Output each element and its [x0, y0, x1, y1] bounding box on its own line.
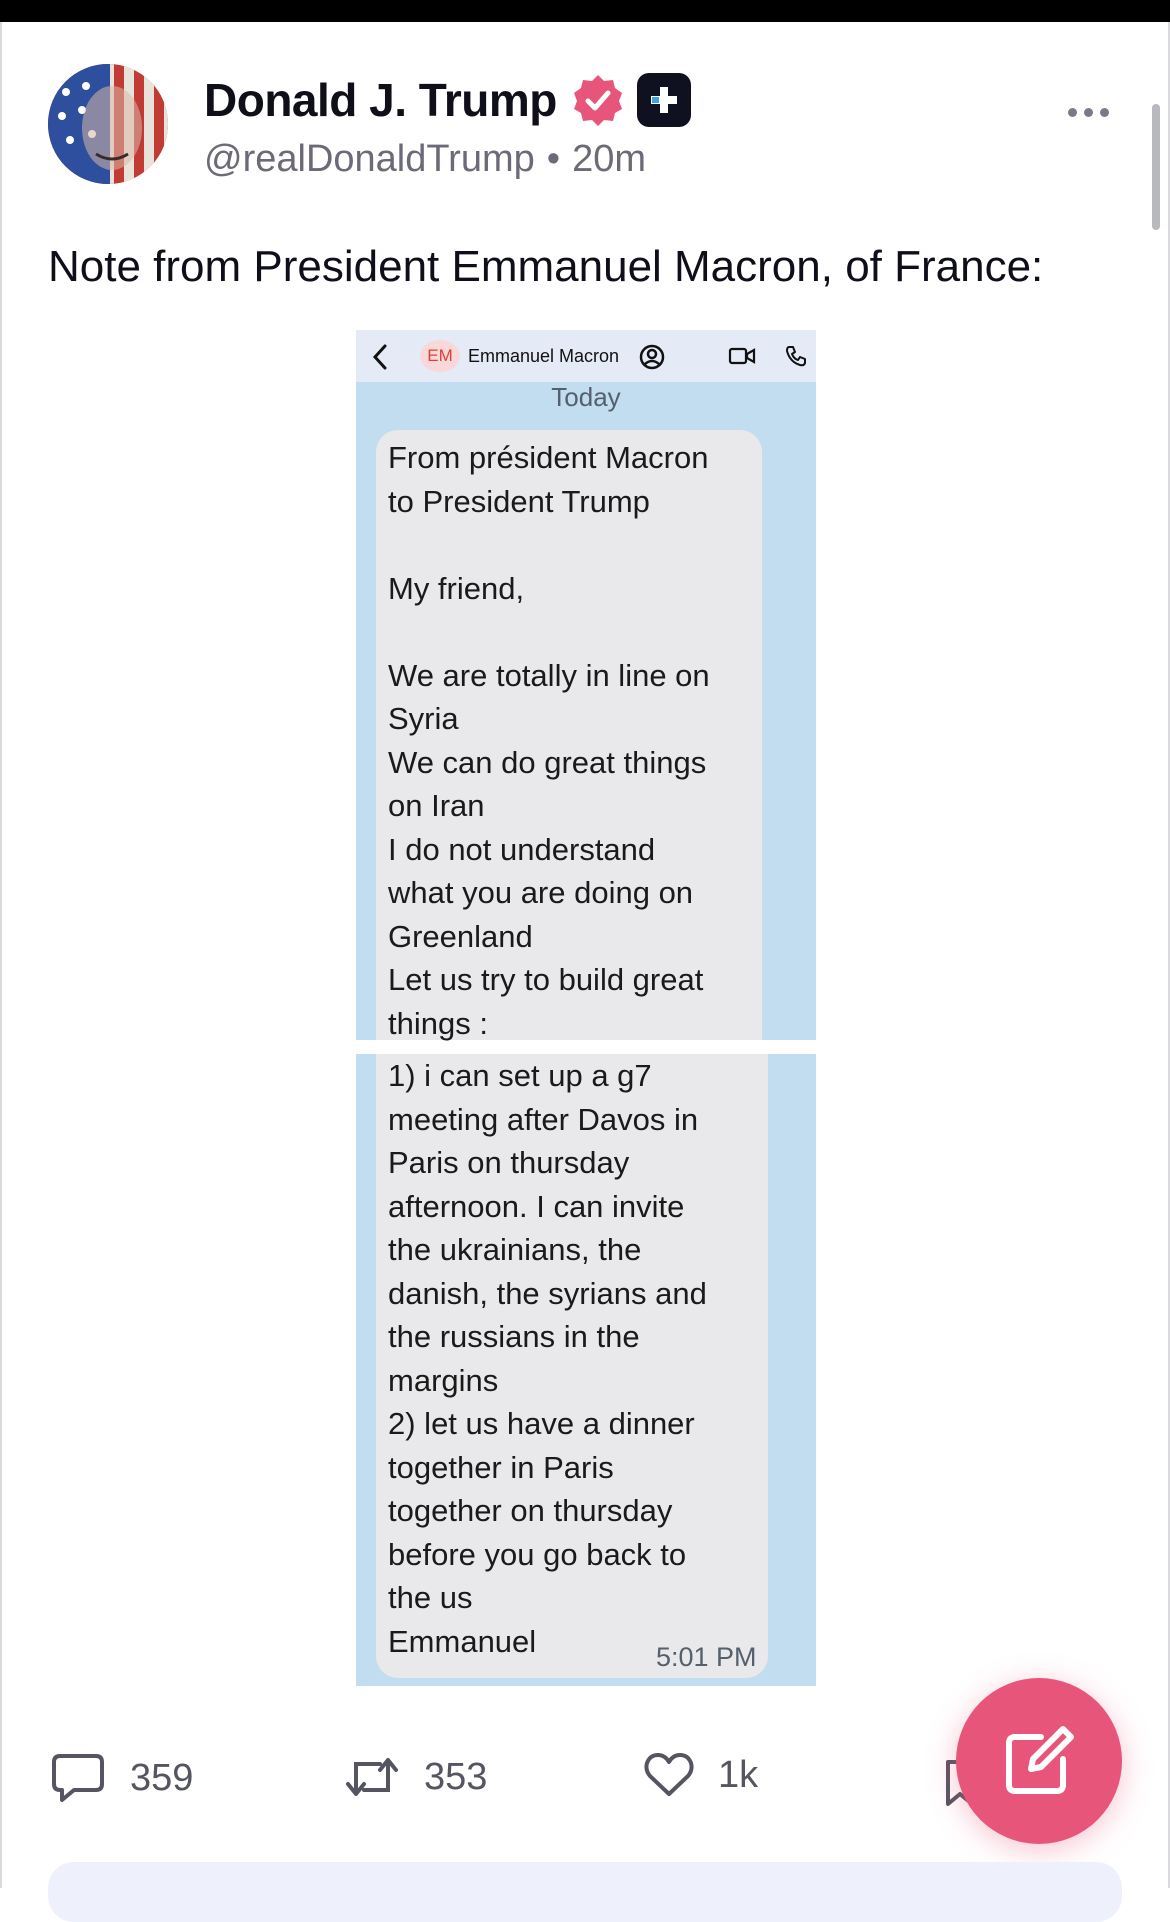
date-label: Today — [551, 382, 621, 412]
scrollbar[interactable] — [1152, 104, 1160, 230]
message-text-part1: From président Macron to President Trump My friend, We are totally in line on Syria We can do great things on Iran I do not understand what you are doing on Greenland Let us try to build great things : — [388, 440, 710, 1041]
compose-icon — [1001, 1723, 1077, 1799]
message-text-part2: 1) i can set up a g7 meeting after Davos in Paris on thursday afternoon. I can invite the ukrainians, the danish, the syrians and the russians in the margins 2) let us have a dinner together in Paris together on thursday before you go back to the us Emmanuel — [388, 1058, 707, 1659]
repost-button[interactable] — [344, 1752, 487, 1802]
more-icon[interactable] — [1068, 108, 1109, 117]
repost-icon — [344, 1752, 400, 1802]
separator-dot: • — [546, 138, 561, 180]
author-name[interactable]: Donald J. Trump — [204, 74, 557, 126]
heart-icon — [644, 1752, 694, 1798]
post-text: Note from President Emmanuel Macron, of France: — [48, 242, 1044, 291]
like-count: 1k — [718, 1753, 759, 1796]
repost-count: 353 — [424, 1755, 488, 1798]
contact-info-icon — [638, 343, 666, 371]
contact-avatar: EM — [420, 340, 460, 372]
handle-row — [204, 138, 646, 181]
frame-edge-left — [0, 22, 2, 1888]
reply-count: 359 — [130, 1756, 194, 1799]
reply-button[interactable] — [50, 1752, 193, 1804]
message-time: 5:01 PM — [656, 1642, 757, 1672]
verified-badge-icon — [571, 73, 625, 127]
contact-name: Emmanuel Macron — [468, 346, 620, 366]
like-button[interactable] — [644, 1752, 758, 1798]
chat-header — [356, 330, 816, 382]
reply-icon — [50, 1752, 106, 1804]
compose-button[interactable] — [956, 1678, 1122, 1844]
post-time: 20m — [572, 138, 646, 180]
back-chevron-icon — [372, 344, 388, 370]
embedded-image[interactable] — [356, 330, 816, 1686]
plus-badge-icon — [637, 73, 691, 127]
avatar[interactable] — [48, 64, 168, 184]
status-bar — [0, 0, 1170, 22]
video-call-icon — [728, 346, 756, 366]
next-post-card[interactable] — [48, 1862, 1122, 1922]
author-handle[interactable]: @realDonaldTrump — [204, 138, 535, 180]
author-row — [204, 72, 691, 128]
phone-call-icon — [784, 344, 808, 368]
